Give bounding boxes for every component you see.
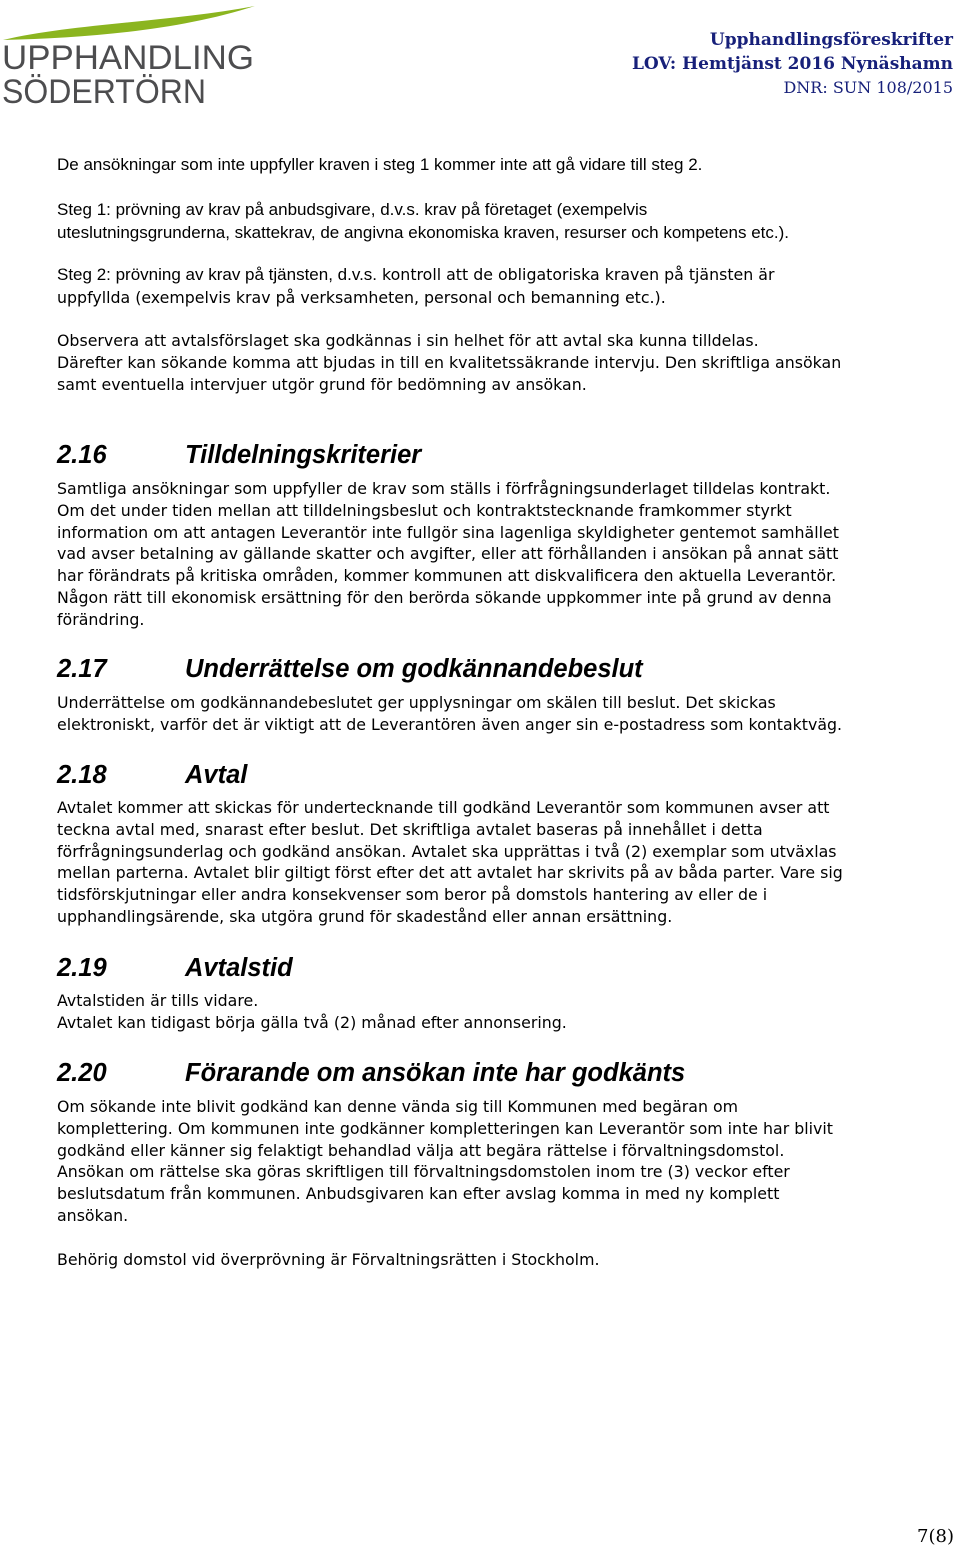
- text-line: Underrättelse om godkännandebeslutet ger upplysningar om skälen till beslut. Det skickas: [57, 693, 776, 712]
- text-line: Steg 1: prövning av krav på anbudsgivare, d.v.s. krav på företaget (exempelvis: [57, 200, 648, 219]
- section-body: [57, 692, 842, 736]
- text-line: Någon rätt till ekonomisk ersättning för den berörda sökande uppkommer inte på grund av denna: [57, 587, 832, 607]
- text-line: uppfyllda (exempelvis krav på verksamheten, personal och bemanning etc.).: [57, 287, 666, 307]
- text-line: upphandlingsärende, ska utgöra grund för skadestånd eller annan ersättning.: [57, 906, 673, 926]
- section-title: Avtal: [185, 761, 248, 789]
- text-segment: Steg 2: prövning av krav på tjänsten, d.v.s.: [57, 265, 378, 284]
- logo-line1: UPPHANDLING: [2, 39, 254, 77]
- section-number: 2.16: [57, 441, 107, 469]
- section-body: [57, 478, 839, 631]
- closing-paragraph: Behörig domstol vid överprövning är Förvaltningsrätten i Stockholm.: [57, 1250, 600, 1269]
- text-line: teckna avtal med, snarast efter beslut. Det skriftliga avtalet baseras på innehållet i detta: [57, 819, 763, 839]
- text-line: Därefter kan sökande komma att bjudas in till en kvalitetssäkrande intervju. Den skriftliga ansökan: [57, 352, 842, 372]
- text-line: förändring.: [57, 609, 145, 629]
- text-line: komplettering. Om kommunen inte godkänner kompletteringen kan Leverantör som inte har blivit: [57, 1118, 833, 1138]
- intro-paragraph-4: [57, 330, 841, 395]
- text-line: Observera att avtalsförslaget ska godkännas i sin helhet för att avtal ska kunna tilldelas.: [57, 331, 759, 350]
- section-body: [57, 797, 843, 928]
- upphandling-sodertorn-logo: [0, 4, 262, 106]
- page-number: 7(8): [917, 1526, 954, 1547]
- section-body: [57, 990, 567, 1034]
- intro-paragraph-2: [57, 198, 789, 244]
- doc-type-title: Upphandlingsföreskrifter: [709, 30, 953, 50]
- section-title: Avtalstid: [185, 954, 293, 982]
- dnr-number: DNR: SUN 108/2015: [783, 78, 953, 97]
- text-line: information om att antagen Leverantör inte fullgör sina lagenliga skyldigheter gentemot samhället: [57, 522, 839, 542]
- text-line: ansökan.: [57, 1205, 129, 1225]
- text-line: mellan parterna. Avtalet blir giltigt först efter det att avtalet har skrivits på av båda parter. Vare sig: [57, 863, 843, 883]
- text-line: förfrågningsunderlag och godkänd ansökan. Avtalet ska upprättas i två (2) exemplar som utväxlas: [57, 841, 837, 861]
- text-line: uteslutningsgrunderna, skattekrav, de angivna ekonomiska kraven, resurser och kompetens etc.).: [57, 223, 790, 242]
- intro-paragraph-1: De ansökningar som inte uppfyller kraven i steg 1 kommer inte att gå vidare till steg 2.: [57, 155, 703, 174]
- text-line: tidsförskjutningar eller andra konsekvenser som beror på domstols hantering av eller de i: [57, 885, 768, 905]
- intro-paragraph-3: [57, 263, 774, 309]
- lov-title: LOV: Hemtjänst 2016 Nynäshamn: [631, 54, 953, 74]
- logo-graphic: [0, 4, 262, 106]
- text-line: Avtalet kommer att skickas för undertecknande till godkänd Leverantör som kommunen avser att: [57, 798, 830, 817]
- text-line: Samtliga ansökningar som uppfyller de krav som ställs i förfrågningsunderlaget tilldelas kontrakt.: [57, 479, 831, 498]
- text-segment: kontroll att de obligatoriska kraven på tjänsten är: [377, 265, 775, 284]
- logo-line2: SÖDERTÖRN: [2, 73, 206, 106]
- text-line: elektroniskt, varför det är viktigt att de Leverantören även anger sin e-postadress som kontaktväg.: [57, 714, 843, 734]
- text-line: Ansökan om rättelse ska göras skriftligen till förvaltningsdomstolen inom tre (3) veckor efter: [57, 1162, 790, 1182]
- section-number: 2.18: [57, 761, 107, 789]
- section-title: Underrättelse om godkännandebeslut: [185, 655, 643, 683]
- text-line: vad avser betalning av gällande skatter och avgifter, eller att förhållanden i ansökan på annat sätt: [57, 544, 839, 564]
- document-header-info: [632, 28, 953, 100]
- section-title: Tilldelningskriterier: [185, 441, 422, 469]
- text-line: beslutsdatum från kommunen. Anbudsgivaren kan efter avslag komma in med ny komplett: [57, 1184, 780, 1204]
- section-body: [57, 1096, 833, 1227]
- text-line: Avtalet kan tidigast börja gälla två (2) månad efter annonsering.: [57, 1012, 567, 1032]
- text-line: Avtalstiden är tills vidare.: [57, 991, 259, 1010]
- text-line: godkänd eller känner sig felaktigt behandlad välja att begära rättelse i förvaltningsdomstol.: [57, 1140, 785, 1160]
- section-number: 2.19: [57, 954, 107, 982]
- section-number: 2.17: [57, 655, 107, 683]
- text-line: Om sökande inte blivit godkänd kan denne vända sig till Kommunen med begäran om: [57, 1097, 739, 1116]
- text-line: samt eventuella intervjuer utgör grund för bedömning av ansökan.: [57, 374, 587, 394]
- text-line: har förändrats på kritiska områden, kommer kommunen att diskvalificera den aktuella Leverantör.: [57, 566, 837, 586]
- text-line: [57, 263, 774, 287]
- text-line: Om det under tiden mellan att tilldelningsbeslut och kontraktstecknande framkommer styrkt: [57, 500, 792, 520]
- logo-swoosh: [3, 6, 255, 40]
- section-title: Förarande om ansökan inte har godkänts: [185, 1059, 686, 1087]
- section-number: 2.20: [57, 1059, 107, 1087]
